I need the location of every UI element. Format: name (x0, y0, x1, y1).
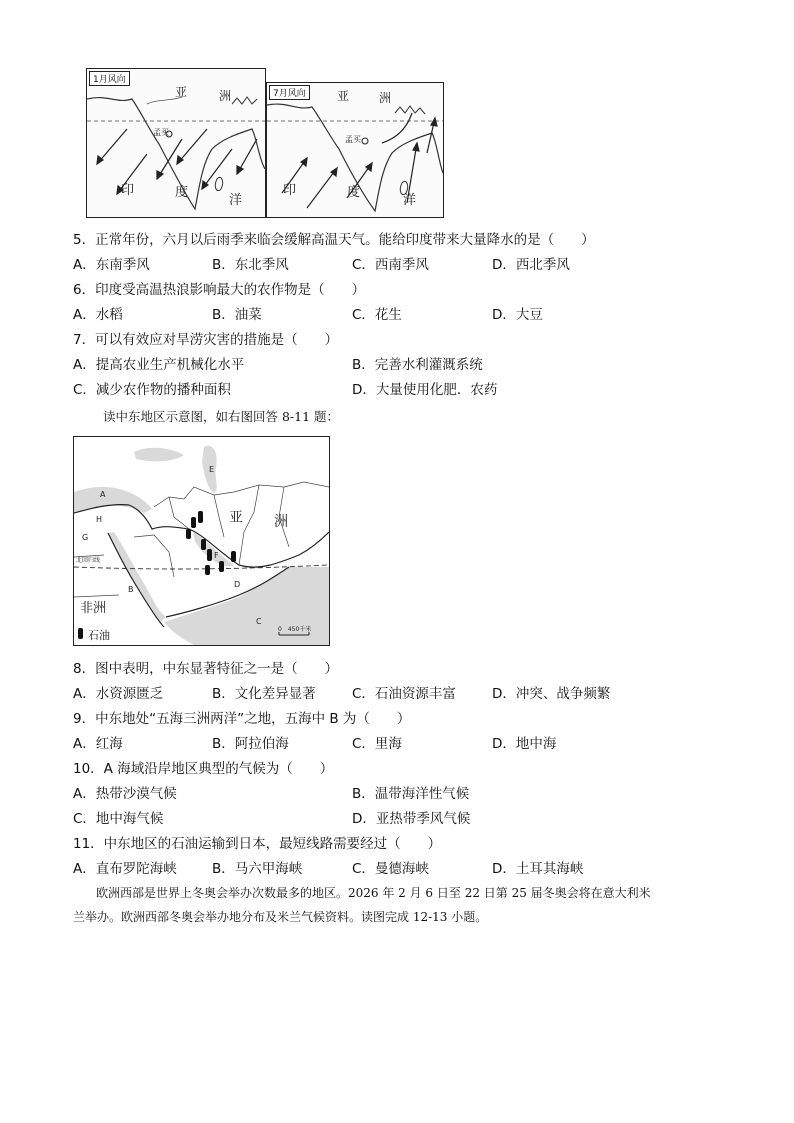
question-8-option-c: C．石油资源丰富 (352, 686, 456, 702)
ocean-label-2: 度 (175, 185, 189, 200)
question-7-option-d: D．大量使用化肥．农药 (352, 382, 498, 398)
me-letter-d: D (234, 580, 241, 589)
monsoon-maps (86, 68, 444, 216)
monsoon-map-january (86, 68, 266, 218)
question-9-option-d: D．地中海 (492, 736, 557, 752)
middle-east-map (73, 436, 330, 646)
question-8-option-a: A．水资源匮乏 (73, 686, 164, 702)
question-10-option-d: D．亚热带季风气候 (352, 811, 471, 827)
asia-label-1: 亚 (175, 85, 188, 99)
ocean-label-3: 洋 (229, 193, 243, 208)
question-10-option-a: A．热带沙漠气候 (73, 786, 177, 802)
ocean-label-3: 洋 (403, 193, 417, 208)
me-letter-b: B (128, 585, 134, 594)
question-6-option-c: C．花生 (352, 307, 402, 323)
question-11-option-c: C．曼德海峡 (352, 861, 429, 877)
me-legend-label: 石油 (88, 629, 110, 642)
question-6-stem: 6．印度受高温热浪影响最大的农作物是（ ） (73, 282, 366, 298)
intro-olympics-line-2: 兰举办。欧洲西部冬奥会举办地分布及米兰气候资料。读图完成 12-13 小题。 (73, 910, 488, 924)
question-7-stem: 7．可以有效应对旱涝灾害的措施是（ ） (73, 332, 339, 348)
question-11-stem: 11．中东地区的石油运输到日本，最短线路需要经过（ ） (73, 836, 442, 852)
me-letter-f: F (214, 551, 219, 560)
me-asia-label-2: 洲 (274, 514, 288, 530)
question-6-option-d: D．大豆 (492, 307, 543, 323)
question-9-option-a: A．红海 (73, 736, 123, 752)
asia-label-2: 洲 (379, 91, 392, 105)
asia-label-2: 洲 (219, 89, 232, 103)
monsoon-map-july (266, 82, 444, 218)
me-letter-g: G (82, 533, 89, 542)
map-title-july: 7月风向 (269, 85, 310, 100)
question-5-option-a: A．东南季风 (73, 257, 150, 273)
question-7-option-c: C．减少农作物的播种面积 (73, 382, 231, 398)
city-label: 孟买 (153, 128, 169, 137)
question-5-option-c: C．西南季风 (352, 257, 429, 273)
question-11-option-b: B．马六甲海峡 (212, 861, 303, 877)
question-5-stem: 5．正常年份，六月以后雨季来临会缓解高温天气。能给印度带来大量降水的是（ ） (73, 232, 595, 248)
question-11-option-a: A．直布罗陀海峡 (73, 861, 177, 877)
me-africa-label: 非洲 (80, 601, 107, 616)
me-asia-label-1: 亚 (229, 510, 243, 526)
me-letter-e: E (209, 465, 215, 474)
question-9-option-c: C．里海 (352, 736, 402, 752)
question-8-option-b: B．文化差异显著 (212, 686, 316, 702)
question-6-option-a: A．水稻 (73, 307, 123, 323)
question-7-option-b: B．完善水利灌溉系统 (352, 357, 483, 373)
me-tropic-label: 北回归线 (76, 557, 101, 564)
question-8-option-d: D．冲突、战争频繁 (492, 686, 611, 702)
question-5-option-b: B．东北季风 (212, 257, 289, 273)
question-6-option-b: B．油菜 (212, 307, 262, 323)
question-5-option-d: D．西北季风 (492, 257, 570, 273)
me-letter-c: C (256, 617, 262, 626)
city-label: 孟买 (345, 135, 361, 144)
asia-label-1: 亚 (337, 89, 350, 103)
me-letter-a: A (100, 490, 106, 499)
me-scale-label: 0 450千米 (278, 626, 312, 633)
question-10-option-c: C．地中海气候 (73, 811, 164, 827)
question-11-option-d: D．土耳其海峡 (492, 861, 584, 877)
ocean-label-1: 印 (283, 183, 297, 198)
ocean-label-2: 度 (347, 185, 361, 200)
ocean-label-1: 印 (121, 183, 135, 198)
question-10-stem: 10．A 海域沿岸地区典型的气候为（ ） (73, 761, 334, 777)
middle-east-map-drawing (74, 437, 329, 645)
question-9-stem: 9．中东地处“五海三洲两洋”之地，五海中 B 为（ ） (73, 711, 411, 727)
question-10-option-b: B．温带海洋性气候 (352, 786, 470, 802)
question-9-option-b: B．阿拉伯海 (212, 736, 289, 752)
question-7-option-a: A．提高农业生产机械化水平 (73, 357, 245, 373)
intro-middle-east: 读中东地区示意图，如右图回答 8-11 题： (103, 409, 340, 424)
intro-olympics-line-1: 欧洲西部是世界上冬奥会举办次数最多的地区。2026 年 2 月 6 日至 22 日第 25 届冬奥会将在意大利米 (96, 886, 651, 900)
map-title-january: 1月风向 (89, 71, 130, 86)
question-8-stem: 8．图中表明，中东显著特征之一是（ ） (73, 661, 339, 677)
me-letter-h: H (96, 515, 103, 524)
